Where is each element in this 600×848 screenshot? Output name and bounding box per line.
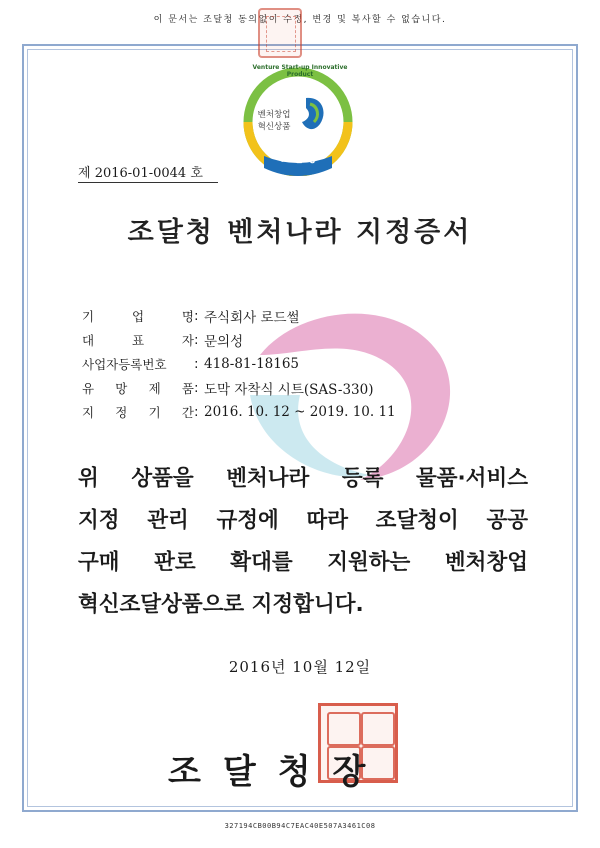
seal-glyph [266, 16, 296, 52]
detail-row-registration: 사업자등록번호 : 418-81-18165 [82, 356, 300, 372]
logo-line1: 벤처창업 [257, 110, 291, 120]
logo-arc-text: Venture Start-up Innovative Product [252, 64, 348, 78]
issue-date: 2016년 10월 12일 [228, 658, 372, 676]
logo-agency-label: 조달청 [281, 154, 319, 165]
label-company-name: 기 업 명 [82, 309, 194, 324]
statement-line-3: 구매 판로 확대를 지원하는 벤처창업 [78, 550, 528, 575]
statement-line-4: 혁신조달상품으로 지정합니다. [78, 592, 364, 617]
value-promising-product: 도막 자착식 시트(SAS-330) [204, 382, 374, 398]
statement-line-1: 위 상품을 벤처나라 등록 물품·서비스 [78, 466, 528, 491]
copy-restriction-notice: 이 문서는 조달청 동의없이 수정, 변경 및 복사할 수 없습니다. [153, 15, 447, 25]
value-company-name: 주식회사 로드썰 [204, 310, 300, 326]
label-representative: 대 표 자 [82, 333, 194, 348]
label-promising-product: 유 망 제 품 [82, 381, 194, 396]
detail-row-period: 지 정 기 간 : 2016. 10. 12 ~ 2019. 10. 11 [82, 404, 396, 420]
issuer-name: 조달청장 [168, 752, 388, 792]
certificate-number: 제 2016-01-0044 호 [78, 162, 218, 183]
value-designation-period: 2016. 10. 12 ~ 2019. 10. 11 [204, 404, 396, 420]
top-red-seal-stamp [258, 8, 302, 58]
value-representative: 문의성 [204, 334, 244, 350]
detail-row-product: 유 망 제 품 : 도막 자착식 시트(SAS-330) [82, 380, 374, 398]
label-designation-period: 지 정 기 간 [82, 405, 194, 420]
detail-row-representative: 대 표 자 : 문의성 [82, 332, 244, 350]
label-business-registration: 사업자등록번호 [82, 357, 167, 372]
detail-row-company: 기 업 명 : 주식회사 로드썰 [82, 308, 300, 326]
value-business-registration: 418-81-18165 [204, 356, 300, 372]
statement-line-2: 지정 관리 규정에 따라 조달청이 공공 [78, 508, 528, 533]
document-verification-code: 327194CB00B94C7EAC40E507A3461C08 [224, 822, 376, 830]
logo-line2: 혁신상품 [257, 122, 291, 132]
certificate-title: 조달청 벤처나라 지정증서 [127, 217, 473, 248]
certificate-details [82, 304, 462, 424]
designation-statement [78, 458, 528, 626]
